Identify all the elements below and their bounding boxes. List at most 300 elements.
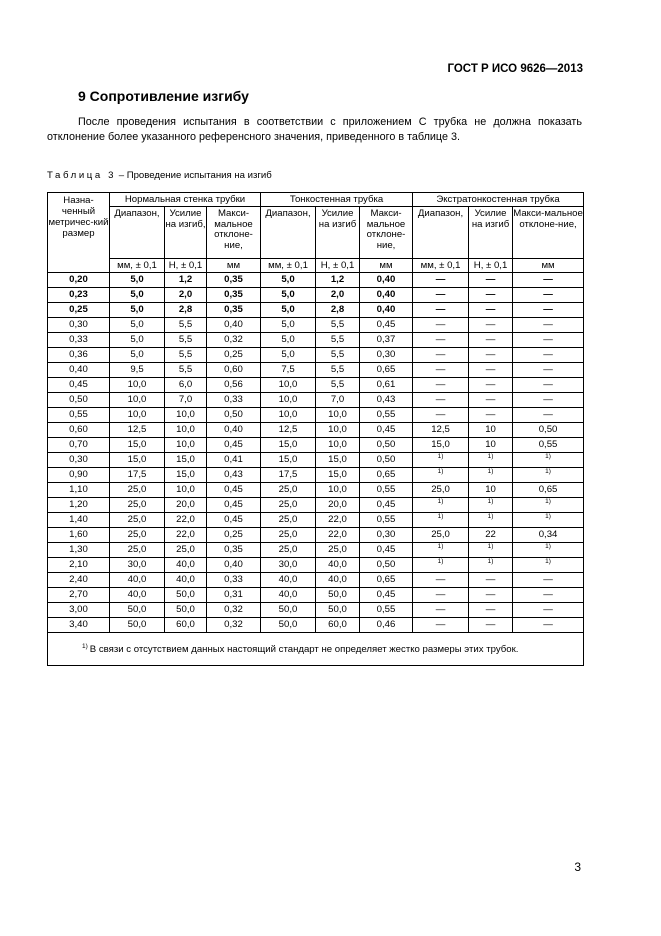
cell-thin-force: 5,5 [316, 378, 360, 393]
cell-thin-range: 50,0 [261, 603, 316, 618]
table-row [48, 573, 584, 588]
cell-nominal-size: 0,20 [48, 273, 110, 288]
cell-normal-deflection: 0,32 [207, 603, 261, 618]
cell-normal-deflection: 0,32 [207, 618, 261, 633]
cell-extra-thin-deflection: 0,50 [513, 423, 584, 438]
col-header-bend-force: Усилие на изгиб [469, 207, 513, 259]
cell-thin-deflection: 0,45 [360, 543, 413, 558]
cell-extra-thin-range [413, 543, 469, 558]
footnote-text: В связи с отсутствием данных настоящий стандарт не определяет жестко размеры этих трубок. [89, 643, 519, 655]
page-number: 3 [574, 860, 581, 874]
cell-extra-thin-force: — [469, 588, 513, 603]
table-row [48, 423, 584, 438]
cell-nominal-size: 0,36 [48, 348, 110, 363]
cell-normal-force: 10,0 [165, 423, 207, 438]
cell-thin-range: 10,0 [261, 378, 316, 393]
table-row [48, 348, 584, 363]
cell-normal-deflection: 0,35 [207, 543, 261, 558]
group-thin-wall: Тонкостенная трубка [261, 193, 413, 207]
table-caption-text: – Проведение испытания на изгиб [116, 170, 272, 181]
cell-extra-thin-range [413, 468, 469, 483]
cell-extra-thin-deflection: — [513, 303, 584, 318]
cell-normal-deflection: 0,40 [207, 558, 261, 573]
cell-thin-deflection: 0,30 [360, 528, 413, 543]
cell-extra-thin-force: — [469, 363, 513, 378]
cell-nominal-size: 0,60 [48, 423, 110, 438]
cell-normal-range: 5,0 [110, 288, 165, 303]
cell-thin-deflection: 0,45 [360, 498, 413, 513]
cell-thin-deflection: 0,45 [360, 588, 413, 603]
cell-thin-force: 2,8 [316, 303, 360, 318]
cell-extra-thin-range: — [413, 348, 469, 363]
cell-extra-thin-force: — [469, 393, 513, 408]
section-title: 9 Сопротивление изгибу [78, 88, 249, 104]
cell-thin-deflection: 0,37 [360, 333, 413, 348]
table-row [48, 453, 584, 468]
cell-thin-range: 5,0 [261, 273, 316, 288]
cell-extra-thin-deflection: — [513, 348, 584, 363]
cell-thin-range: 25,0 [261, 528, 316, 543]
cell-extra-thin-range: — [413, 603, 469, 618]
cell-extra-thin-force [469, 498, 513, 513]
section-intro-paragraph: После проведения испытания в соответствии с приложением С трубка не должна показать отклонение более указанного референсного значения, приведенного в таблице 3. [47, 116, 582, 143]
unit-range: мм, ± 0,1 [413, 259, 469, 273]
cell-thin-deflection: 0,55 [360, 513, 413, 528]
cell-normal-deflection: 0,33 [207, 573, 261, 588]
cell-nominal-size: 3,40 [48, 618, 110, 633]
table-caption [47, 170, 272, 181]
cell-extra-thin-deflection [513, 453, 584, 468]
table-row [48, 333, 584, 348]
cell-normal-force: 15,0 [165, 453, 207, 468]
cell-normal-range: 25,0 [110, 513, 165, 528]
cell-thin-force: 2,0 [316, 288, 360, 303]
cell-extra-thin-force: — [469, 288, 513, 303]
cell-extra-thin-force: — [469, 273, 513, 288]
cell-extra-thin-deflection: — [513, 273, 584, 288]
cell-thin-range: 10,0 [261, 393, 316, 408]
cell-normal-deflection: 0,31 [207, 588, 261, 603]
cell-normal-force: 22,0 [165, 528, 207, 543]
unit-force: Н, ± 0,1 [165, 259, 207, 273]
cell-extra-thin-range: — [413, 618, 469, 633]
cell-extra-thin-range: — [413, 333, 469, 348]
cell-nominal-size: 0,40 [48, 363, 110, 378]
col-header-max-deflection: Макси-мальное отклоне-ние, [513, 207, 584, 259]
cell-normal-range: 5,0 [110, 333, 165, 348]
cell-thin-deflection: 0,61 [360, 378, 413, 393]
cell-normal-deflection: 0,35 [207, 273, 261, 288]
cell-normal-range: 12,5 [110, 423, 165, 438]
cell-normal-force: 60,0 [165, 618, 207, 633]
footnote-ref: 1) [437, 497, 444, 505]
cell-normal-range: 9,5 [110, 363, 165, 378]
cell-normal-force: 15,0 [165, 468, 207, 483]
cell-nominal-size: 0,30 [48, 453, 110, 468]
cell-extra-thin-deflection [513, 543, 584, 558]
cell-normal-deflection: 0,45 [207, 438, 261, 453]
cell-extra-thin-deflection: 0,34 [513, 528, 584, 543]
cell-thin-force: 7,0 [316, 393, 360, 408]
cell-normal-range: 5,0 [110, 273, 165, 288]
cell-thin-force: 10,0 [316, 483, 360, 498]
table-row [48, 273, 584, 288]
unit-range: мм, ± 0,1 [110, 259, 165, 273]
cell-normal-force: 40,0 [165, 573, 207, 588]
cell-thin-deflection: 0,45 [360, 423, 413, 438]
cell-normal-range: 50,0 [110, 603, 165, 618]
footnote-ref: 1) [487, 452, 494, 460]
table-row [48, 288, 584, 303]
cell-extra-thin-range [413, 453, 469, 468]
cell-extra-thin-deflection: — [513, 288, 584, 303]
cell-extra-thin-range: — [413, 588, 469, 603]
table-row [48, 318, 584, 333]
cell-thin-deflection: 0,50 [360, 558, 413, 573]
footnote-ref: 1) [437, 467, 444, 475]
cell-normal-force: 1,2 [165, 273, 207, 288]
footnote-ref: 1) [545, 452, 551, 460]
cell-thin-range: 50,0 [261, 618, 316, 633]
cell-thin-force: 40,0 [316, 573, 360, 588]
cell-nominal-size: 0,30 [48, 318, 110, 333]
cell-thin-force: 10,0 [316, 423, 360, 438]
standard-code: ГОСТ Р ИСО 9626—2013 [447, 63, 583, 75]
cell-nominal-size: 0,90 [48, 468, 110, 483]
col-header-bend-force: Усилие на изгиб, [165, 207, 207, 259]
cell-normal-deflection: 0,32 [207, 333, 261, 348]
cell-normal-deflection: 0,56 [207, 378, 261, 393]
cell-extra-thin-range: — [413, 573, 469, 588]
cell-thin-range: 15,0 [261, 438, 316, 453]
cell-thin-force: 15,0 [316, 468, 360, 483]
cell-normal-range: 30,0 [110, 558, 165, 573]
cell-normal-range: 5,0 [110, 318, 165, 333]
cell-extra-thin-force: — [469, 573, 513, 588]
cell-thin-force: 40,0 [316, 558, 360, 573]
cell-extra-thin-deflection: 0,65 [513, 483, 584, 498]
cell-thin-deflection: 0,50 [360, 453, 413, 468]
cell-thin-force: 50,0 [316, 603, 360, 618]
cell-normal-deflection: 0,25 [207, 348, 261, 363]
table-row [48, 558, 584, 573]
cell-normal-force: 10,0 [165, 438, 207, 453]
group-normal-wall: Нормальная стенка трубки [110, 193, 261, 207]
cell-thin-deflection: 0,45 [360, 318, 413, 333]
table-row [48, 303, 584, 318]
cell-extra-thin-deflection: — [513, 573, 584, 588]
cell-normal-force: 5,5 [165, 348, 207, 363]
cell-extra-thin-force [469, 558, 513, 573]
cell-normal-range: 10,0 [110, 408, 165, 423]
cell-extra-thin-force: — [469, 303, 513, 318]
cell-normal-range: 15,0 [110, 438, 165, 453]
table-row [48, 543, 584, 558]
cell-normal-range: 10,0 [110, 378, 165, 393]
cell-extra-thin-range: 25,0 [413, 483, 469, 498]
cell-extra-thin-deflection [513, 468, 584, 483]
cell-extra-thin-deflection: 0,55 [513, 438, 584, 453]
unit-force: Н, ± 0,1 [469, 259, 513, 273]
cell-normal-range: 25,0 [110, 483, 165, 498]
cell-extra-thin-deflection: — [513, 603, 584, 618]
cell-thin-force: 5,5 [316, 348, 360, 363]
cell-extra-thin-force: — [469, 318, 513, 333]
cell-thin-deflection: 0,65 [360, 468, 413, 483]
cell-thin-deflection: 0,46 [360, 618, 413, 633]
cell-thin-force: 50,0 [316, 588, 360, 603]
footnote-ref: 1) [545, 512, 551, 520]
cell-extra-thin-deflection: — [513, 363, 584, 378]
table-caption-label: Таблица 3 [47, 170, 117, 181]
cell-thin-range: 40,0 [261, 573, 316, 588]
cell-nominal-size: 0,50 [48, 393, 110, 408]
cell-nominal-size: 2,10 [48, 558, 110, 573]
cell-thin-range: 25,0 [261, 543, 316, 558]
cell-normal-force: 22,0 [165, 513, 207, 528]
col-header-range: Диапазон, [413, 207, 469, 259]
footnote-mark: 1) [82, 642, 88, 650]
cell-extra-thin-deflection: — [513, 333, 584, 348]
cell-normal-force: 50,0 [165, 603, 207, 618]
cell-thin-force: 25,0 [316, 543, 360, 558]
cell-normal-force: 10,0 [165, 408, 207, 423]
cell-thin-force: 60,0 [316, 618, 360, 633]
table-row [48, 588, 584, 603]
col-header-max-deflection: Макси-мальное отклоне-ние, [207, 207, 261, 259]
footnote-ref: 1) [545, 467, 551, 475]
footnote-ref: 1) [437, 542, 444, 550]
cell-thin-force: 5,5 [316, 318, 360, 333]
table-row [48, 618, 584, 633]
cell-extra-thin-range: — [413, 303, 469, 318]
cell-thin-range: 12,5 [261, 423, 316, 438]
cell-thin-range: 5,0 [261, 303, 316, 318]
cell-normal-range: 5,0 [110, 303, 165, 318]
table-footnote [48, 633, 584, 666]
cell-thin-deflection: 0,40 [360, 288, 413, 303]
cell-normal-deflection: 0,40 [207, 318, 261, 333]
table-row [48, 513, 584, 528]
cell-thin-deflection: 0,55 [360, 603, 413, 618]
cell-thin-range: 40,0 [261, 588, 316, 603]
unit-range: мм, ± 0,1 [261, 259, 316, 273]
cell-extra-thin-range: 12,5 [413, 423, 469, 438]
cell-normal-deflection: 0,45 [207, 513, 261, 528]
col-header-max-deflection: Макси-мальное отклоне-ние, [360, 207, 413, 259]
cell-nominal-size: 3,00 [48, 603, 110, 618]
cell-nominal-size: 0,45 [48, 378, 110, 393]
cell-extra-thin-deflection: — [513, 318, 584, 333]
cell-nominal-size: 0,70 [48, 438, 110, 453]
cell-thin-force: 22,0 [316, 513, 360, 528]
cell-normal-range: 15,0 [110, 453, 165, 468]
unit-force: Н, ± 0,1 [316, 259, 360, 273]
cell-extra-thin-deflection: — [513, 588, 584, 603]
cell-extra-thin-deflection: — [513, 408, 584, 423]
cell-extra-thin-force: 10 [469, 438, 513, 453]
cell-normal-deflection: 0,25 [207, 528, 261, 543]
cell-nominal-size: 1,20 [48, 498, 110, 513]
cell-nominal-size: 2,40 [48, 573, 110, 588]
cell-extra-thin-range: — [413, 363, 469, 378]
table-row [48, 408, 584, 423]
table-row [48, 528, 584, 543]
col-header-range: Диапазон, [110, 207, 165, 259]
unit-deflection: мм [360, 259, 413, 273]
footnote-ref: 1) [437, 557, 444, 565]
cell-extra-thin-force [469, 453, 513, 468]
cell-thin-deflection: 0,43 [360, 393, 413, 408]
cell-thin-range: 25,0 [261, 483, 316, 498]
cell-extra-thin-range: 15,0 [413, 438, 469, 453]
cell-extra-thin-range: — [413, 273, 469, 288]
cell-extra-thin-deflection [513, 558, 584, 573]
bend-test-table [47, 192, 584, 666]
cell-thin-range: 25,0 [261, 498, 316, 513]
table-row [48, 393, 584, 408]
cell-extra-thin-force: — [469, 603, 513, 618]
cell-normal-force: 10,0 [165, 483, 207, 498]
cell-normal-force: 2,8 [165, 303, 207, 318]
cell-normal-force: 40,0 [165, 558, 207, 573]
cell-thin-force: 20,0 [316, 498, 360, 513]
cell-thin-range: 5,0 [261, 333, 316, 348]
cell-extra-thin-force [469, 513, 513, 528]
cell-normal-deflection: 0,45 [207, 483, 261, 498]
footnote-ref: 1) [437, 512, 444, 520]
cell-extra-thin-range: — [413, 393, 469, 408]
footnote-ref: 1) [487, 542, 494, 550]
cell-thin-range: 5,0 [261, 348, 316, 363]
cell-thin-range: 17,5 [261, 468, 316, 483]
cell-normal-range: 25,0 [110, 528, 165, 543]
cell-thin-force: 15,0 [316, 453, 360, 468]
cell-nominal-size: 0,33 [48, 333, 110, 348]
cell-nominal-size: 1,40 [48, 513, 110, 528]
cell-thin-range: 5,0 [261, 318, 316, 333]
cell-extra-thin-range: 25,0 [413, 528, 469, 543]
cell-normal-force: 5,5 [165, 333, 207, 348]
unit-deflection: мм [513, 259, 584, 273]
cell-normal-deflection: 0,35 [207, 288, 261, 303]
cell-extra-thin-range: — [413, 318, 469, 333]
cell-normal-deflection: 0,33 [207, 393, 261, 408]
cell-normal-range: 25,0 [110, 543, 165, 558]
cell-thin-force: 5,5 [316, 333, 360, 348]
cell-extra-thin-force: — [469, 618, 513, 633]
cell-extra-thin-deflection [513, 498, 584, 513]
cell-extra-thin-force: — [469, 408, 513, 423]
cell-thin-range: 10,0 [261, 408, 316, 423]
cell-extra-thin-range [413, 558, 469, 573]
cell-extra-thin-force: — [469, 348, 513, 363]
footnote-ref: 1) [487, 512, 494, 520]
cell-normal-force: 20,0 [165, 498, 207, 513]
cell-thin-deflection: 0,55 [360, 408, 413, 423]
cell-extra-thin-force [469, 468, 513, 483]
cell-extra-thin-force [469, 543, 513, 558]
cell-normal-force: 50,0 [165, 588, 207, 603]
cell-normal-range: 25,0 [110, 498, 165, 513]
cell-normal-range: 17,5 [110, 468, 165, 483]
cell-extra-thin-range: — [413, 288, 469, 303]
footnote-ref: 1) [487, 557, 494, 565]
cell-thin-deflection: 0,40 [360, 273, 413, 288]
cell-thin-deflection: 0,30 [360, 348, 413, 363]
cell-extra-thin-deflection: — [513, 393, 584, 408]
cell-nominal-size: 1,10 [48, 483, 110, 498]
cell-extra-thin-force: 10 [469, 423, 513, 438]
cell-thin-range: 5,0 [261, 288, 316, 303]
cell-extra-thin-deflection [513, 513, 584, 528]
cell-nominal-size: 1,30 [48, 543, 110, 558]
col-header-range: Диапазон, [261, 207, 316, 259]
cell-extra-thin-force: — [469, 378, 513, 393]
cell-normal-force: 25,0 [165, 543, 207, 558]
cell-normal-deflection: 0,43 [207, 468, 261, 483]
col-header-bend-force: Усилие на изгиб [316, 207, 360, 259]
cell-thin-force: 10,0 [316, 408, 360, 423]
cell-thin-deflection: 0,65 [360, 573, 413, 588]
cell-extra-thin-range: — [413, 378, 469, 393]
cell-normal-range: 40,0 [110, 588, 165, 603]
cell-normal-range: 10,0 [110, 393, 165, 408]
cell-normal-deflection: 0,50 [207, 408, 261, 423]
cell-normal-force: 2,0 [165, 288, 207, 303]
cell-extra-thin-force: 22 [469, 528, 513, 543]
cell-thin-range: 25,0 [261, 513, 316, 528]
cell-normal-deflection: 0,40 [207, 423, 261, 438]
footnote-ref: 1) [545, 497, 551, 505]
cell-nominal-size: 2,70 [48, 588, 110, 603]
cell-nominal-size: 0,25 [48, 303, 110, 318]
cell-thin-deflection: 0,40 [360, 303, 413, 318]
cell-normal-force: 5,5 [165, 318, 207, 333]
cell-nominal-size: 0,23 [48, 288, 110, 303]
footnote-ref: 1) [545, 542, 551, 550]
cell-thin-force: 22,0 [316, 528, 360, 543]
cell-thin-range: 30,0 [261, 558, 316, 573]
table-row [48, 603, 584, 618]
cell-extra-thin-force: 10 [469, 483, 513, 498]
table-row [48, 483, 584, 498]
cell-normal-range: 40,0 [110, 573, 165, 588]
unit-deflection: мм [207, 259, 261, 273]
cell-normal-force: 5,5 [165, 363, 207, 378]
cell-normal-range: 50,0 [110, 618, 165, 633]
cell-normal-deflection: 0,60 [207, 363, 261, 378]
table-row [48, 363, 584, 378]
cell-thin-deflection: 0,65 [360, 363, 413, 378]
cell-extra-thin-range [413, 513, 469, 528]
cell-nominal-size: 0,55 [48, 408, 110, 423]
footnote-ref: 1) [545, 557, 551, 565]
cell-normal-force: 6,0 [165, 378, 207, 393]
cell-extra-thin-range [413, 498, 469, 513]
cell-normal-deflection: 0,45 [207, 498, 261, 513]
table-row [48, 438, 584, 453]
cell-thin-force: 1,2 [316, 273, 360, 288]
header-nominal-size: Назна-ченный метричес-кий размер [48, 193, 110, 273]
footnote-ref: 1) [487, 467, 494, 475]
cell-thin-force: 10,0 [316, 438, 360, 453]
cell-normal-deflection: 0,41 [207, 453, 261, 468]
cell-nominal-size: 1,60 [48, 528, 110, 543]
cell-thin-range: 15,0 [261, 453, 316, 468]
table-row [48, 498, 584, 513]
cell-thin-force: 5,5 [316, 363, 360, 378]
